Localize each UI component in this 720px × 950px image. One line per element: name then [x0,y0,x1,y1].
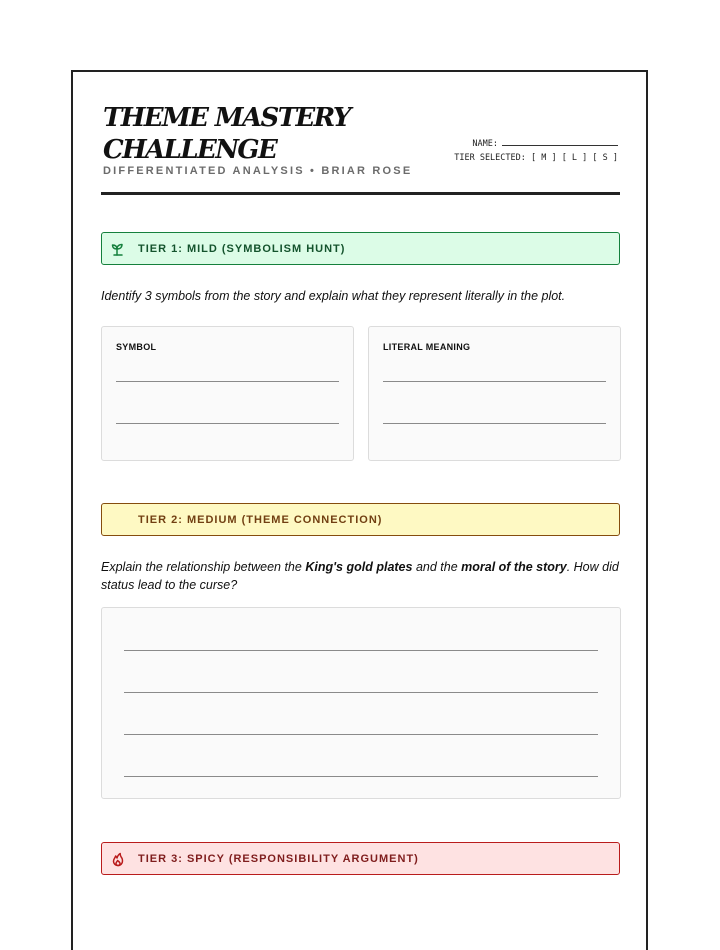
page-subtitle: DIFFERENTIATED ANALYSIS • BRIAR ROSE [103,165,413,177]
response-write-line[interactable] [124,650,598,651]
page-title [103,102,363,166]
worksheet-page [71,70,648,950]
symbol-write-line[interactable] [116,381,339,382]
symbol-column-label: SYMBOL [116,342,157,352]
header-divider [101,192,620,195]
tier-2-prompt-part2: and the [412,560,462,574]
student-meta [428,136,618,165]
tier-2-prompt-bold1: King's gold plates [305,560,413,574]
literal-meaning-column-label: LITERAL MEANING [383,342,471,352]
tier-2-prompt [101,558,620,594]
tier-2-prompt-bold2: moral of the story [461,560,567,574]
response-write-line[interactable] [124,692,598,693]
flame-icon [110,851,126,867]
response-write-line[interactable] [124,776,598,777]
name-label: NAME: [472,139,498,149]
symbol-write-line[interactable] [116,423,339,424]
title-line-2: CHALLENGE [103,135,277,165]
tier-2-prompt-part1: Explain the relationship between the [101,560,306,574]
name-field[interactable] [502,136,618,146]
tier-2-label: TIER 2: MEDIUM (THEME CONNECTION) [138,513,383,526]
tier-3-banner [101,842,620,875]
tier-2-prompt-part3: . How did status lead to the curse? [101,560,619,592]
literal-meaning-box [368,326,621,461]
tier-1-banner [101,232,620,265]
sprout-icon [110,241,126,257]
meaning-write-line[interactable] [383,381,606,382]
tier-selected-row[interactable]: TIER SELECTED: [ M ] [ L ] [ S ] [454,153,618,163]
response-write-line[interactable] [124,734,598,735]
meaning-write-line[interactable] [383,423,606,424]
title-line-1: THEME MASTERY [103,103,350,133]
name-row [428,136,618,151]
tier-3-label: TIER 3: SPICY (RESPONSIBILITY ARGUMENT) [138,852,419,865]
theme-response-box [101,607,621,799]
symbol-box [101,326,354,461]
tier-1-prompt: Identify 3 symbols from the story and explain what they represent literally in the plot. [101,289,566,303]
tier-1-label: TIER 1: MILD (SYMBOLISM HUNT) [138,242,346,255]
tier-2-banner [101,503,620,536]
